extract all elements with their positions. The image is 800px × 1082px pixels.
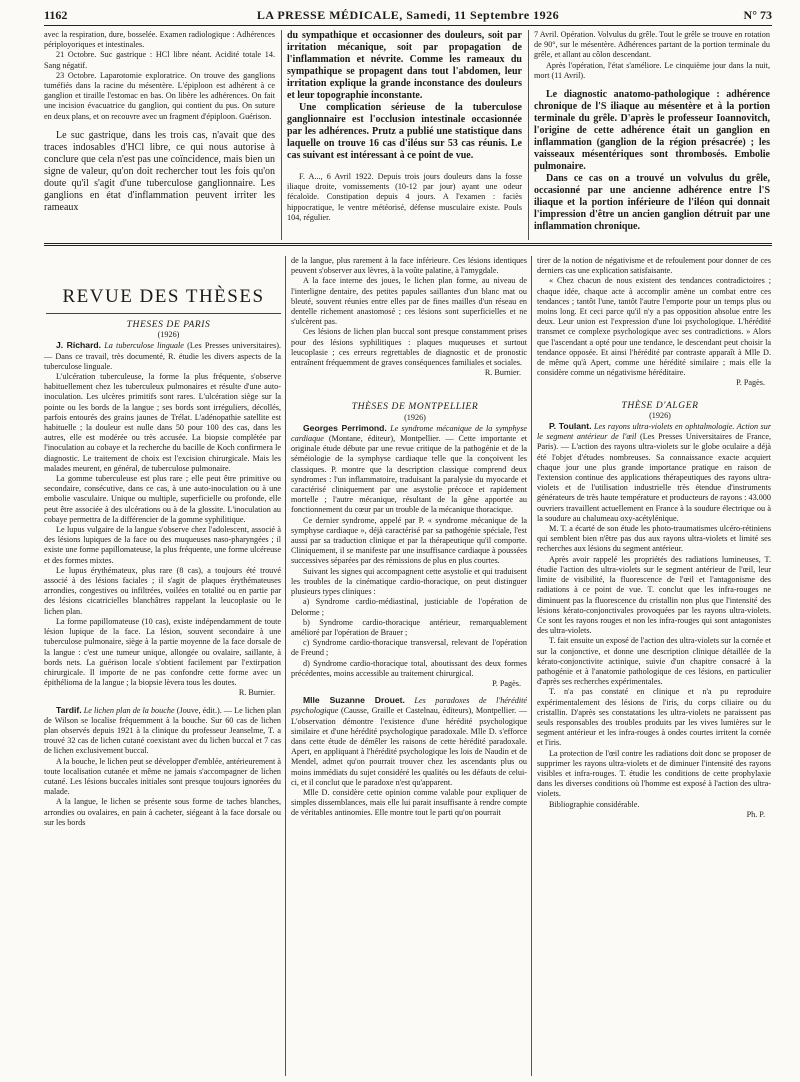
paragraph: « Chez chacun de nous existent des tendances contradictoires ; chaque idée, chaque acte à accomplir amène un combat entre ces tendances ; tantôt l'une, tantôt l'autre l'emporte pour un temps plus ou moins long. Et ceci parce qu'il n'y a pas opposition absolue entre les deux. Leur union est l'expression d'une loi psychologique. L'hérédité transmet ce complexe psychologique avec ses contradictions. » Alors que l'ascendant a opté pour une tendance, le descendant peut choisir la tendance opposée. Et ainsi l'hérédité par contraste apparaît à Mlle D. de même qu'à Apert, comme une hérédité similaire ; mais elle la considère comme un négativisme héréditaire. bbox=[537, 276, 771, 378]
author: P. Toulant. bbox=[549, 421, 592, 432]
thesis-title: La tuberculose linguale bbox=[104, 341, 184, 351]
thesis-title: Les paradoxes de l'hérédité psychologique bbox=[291, 696, 527, 716]
thesis-entry-perrimond bbox=[291, 423, 527, 516]
column-divider bbox=[285, 256, 286, 1076]
signature: R. Burnier. bbox=[484, 368, 521, 378]
header-rule bbox=[44, 25, 772, 26]
thesis-entry-tardif bbox=[44, 705, 281, 757]
thesis-summary: (Montane, éditeur), Montpellier. — Cette importante et originale étude débute par une revue critique de la pathogénie et de la séméiologie de la symphyse cardiaque telle que la conçoivent les classiques. P. montre que la description classique comprend deux syndromes : l'un inflammatoire, traduisant la paralysie du myocarde et caractérisé cliniquement par une asystolie précoce et rapidement mortelle ; l'autre mécanique, résultant de la gêne apportée au fonctionnement du cœur par un trouble de la mécanique thoracique. bbox=[291, 434, 527, 515]
section-year: (1926) bbox=[649, 410, 671, 420]
paragraph: Dans ce cas on a trouvé un volvulus du grêle, occasionné par une ancienne adhérence entre l'S iliaque et la portion inférieure de l'iléon qui donnait l'impression d'être un ancien ganglion détruit par une inflammation chronique. bbox=[534, 173, 770, 233]
page-header bbox=[44, 8, 772, 24]
column-divider bbox=[528, 30, 529, 240]
thesis-summary: (Causse, Graille et Castelnau, éditeurs), Montpellier. — L'observation démontre l'existence d'une hérédité psychologique similaire et d'une hérédité psychologique paradoxale. Mlle D. s'efforce dans cette étude de démêler les raisons de cette hérédité paradoxale. Apert, en appliquant à l'hérédité psychologique les lois de Naudin et de Mendel, admet qu'on pourrait trouver chez les ascendants plus ou moins immédiats du sujet considéré les qualités ou les défauts de celui-ci, et il conclut que le paradoxe n'est qu'apparent. bbox=[291, 706, 527, 787]
thesis-entry-drouet bbox=[291, 695, 527, 788]
thesis-title: Le syndrome mécanique de la symphyse cardiaque bbox=[291, 423, 527, 444]
journal-title: LA PRESSE MÉDICALE, Samedi, 11 Septembre 1926 bbox=[256, 8, 560, 22]
author: Georges Perrimond. bbox=[303, 422, 387, 433]
title-rule bbox=[46, 313, 281, 314]
paragraph: Le lupus érythémateux, plus rare (8 cas), a toujours été trouvé associé à des lésions faciales ; il s'agit de plaques érythémateuses arrondies, congestives ou infiltrées, voilées en totalité ou en partie par des lésions cicatricielles blanchâtres rappelant la leucoplasie ou le lichen plan. bbox=[44, 565, 281, 616]
paragraph: L'ulcération tuberculeuse, la forme la plus fréquente, s'observe habituellement chez les tuberculeux pulmonaires et résulte d'une auto-inoculation. Les ulcères primitifs sont rares. L'ulcération siège sur la pointe ou les bords de la langue ; ses bords sont irréguliers, décollés, parfois entourés des grains jaunes de Trélat. L'adénopathie satellite est habituelle ; la douleur est nulle dans 50 pour 100 des cas, dans les autres, elle est modérée ou très accusée. La biopsie complétée par l'inoculation au cobaye et la recherche du bacille de Koch confirmera le diagnostic. Le traitement de choix est l'excision chirurgicale. Mais les malades meurent, en général, de tuberculose pulmonaire. bbox=[44, 372, 281, 473]
paragraph: Une complication sérieuse de la tuberculose ganglionnaire est l'occlusion intestinale occasionnée par les adhérences. Prutz a publié une statistique dans laquelle on trouve 16 cas d'iléus sur 53 cas réunis. Le cas suivant est intéressant à ce point de vue. bbox=[287, 102, 522, 161]
author: J. Richard. bbox=[56, 340, 102, 351]
paragraph: c) Syndrome cardio-thoracique transversal, relevant de l'opération de Freund ; bbox=[291, 638, 527, 658]
paragraph: 7 Avril. Opération. Volvulus du grêle. Tout le grêle se trouve en rotation de 90°, sur le mésentère. Adhérences partant de la portion terminale du grêle, et allant au côlon descendant. bbox=[534, 30, 770, 60]
paragraph: 23 Octobre. Laparotomie exploratrice. On trouve des ganglions tuméfiés dans la racine du mésentère. L'épiploon est adhérent à ce ganglion et tiraille l'estomac en bas. On libère les adhérences. On fait une incision évacuatrice du ganglion, qui contient du pus. On suture en deux plans, et on recouvre avec un fragment d'épiploon. Guérison. bbox=[44, 70, 275, 121]
paragraph: La forme papillomateuse (10 cas), existe indépendamment de toute lésion lupique de la face. La lésion, souvent secondaire à une tuberculose pulmonaire, siège à la partie moyenne de la face dorsale de la langue : c'est une tumeur unique, allongée ou ovalaire, saillante, à bords nets. La guérison locale s'obtient facilement par l'extirpation chirurgicale. Il importe de ne pas confondre cette forme avec un épithélioma de la langue ; la biopsie lèvera tous les doutes. bbox=[44, 616, 281, 688]
bottom-column-2 bbox=[291, 256, 527, 1076]
paragraph: Ces lésions de lichen plan buccal sont presque constamment prises pour des lésions syphilitiques : plaques muqueuses et surtout leucoplasie ; ces erreurs regrettables de diagnostic et de pronostic entraînent fréquemment de graves conséquences familiales et sociales. bbox=[291, 327, 527, 368]
paragraph: tirer de la notion de négativisme et de refoulement pour donner de ces derniers cas une explication satisfaisante. bbox=[537, 256, 771, 276]
paragraph: T. n'a pas constaté en clinique et n'a pu reproduire expérimentalement des lésions de l'iris, du corps ciliaire ou du cristallin. D'après ses constatations les ultra-violets ne paraissent pas seuls responsables des troubles produits par les vives lumières sur le segment antérieur et les infra-rouges à ondes courtes irritent la cornée et l'iris. bbox=[537, 687, 771, 748]
paragraph: de la langue, plus rarement à la face inférieure. Ces lésions identiques peuvent s'observer aux lèvres, à la voûte palatine, à l'amygdale. bbox=[291, 256, 527, 276]
section-year: (1926) bbox=[157, 330, 180, 340]
thesis-entry-richard bbox=[44, 340, 281, 372]
paragraph: d) Syndrome cardio-thoracique total, aboutissant des deux formes précédentes, moins accessible au traitement chirurgical. bbox=[291, 658, 527, 678]
author: Mlle Suzanne Drouet. bbox=[303, 695, 405, 706]
column-divider bbox=[281, 30, 282, 240]
section-heading-montpellier: THÈSES DE MONTPELLIER bbox=[351, 402, 479, 413]
paragraph: La gomme tuberculeuse est plus rare ; elle peut être primitive ou secondaire, consécutive, dans ce cas, à une auto-inoculation ou à une embolie vasculaire. Unique ou multiple, superficielle ou profonde, elle peut être associée à des ulcérations ou à de la glossite. L'inoculation au cobaye permettra de la différencier de la gomme syphilitique. bbox=[44, 474, 281, 524]
author: Tardif. bbox=[56, 704, 82, 715]
paragraph: Le lupus vulgaire de la langue s'observe chez l'adolescent, associé à des lésions lupiques de la face ou des muqueuses naso-pharyngées ; il existe une forme papillomateuse, la plus fréquente, une forme ulcéreuse et des formes mixtes. bbox=[44, 525, 281, 565]
paragraph: du sympathique et occasionner des douleurs, soit par irritation mécanique, soit par propagation de l'inflammation et névrite. Comme les rameaux du sympathique se propagent dans tout l'abdomen, leur irritation explique la grande inconstance des douleurs et leur topographie inconstante. bbox=[287, 30, 522, 101]
issue-number: N° 73 bbox=[743, 8, 772, 22]
paragraph: Ce dernier syndrome, appelé par P. « syndrome mécanique de la symphyse cardiaque », déjà caractérisé par sa pathogénie spéciale, l'est aussi par sa traduction clinique et par la thérapeutique qu'il comporte. Cliniquement, il se manifeste par une insuffisance cardiaque à poussées successives séparées par des rémissions de plus en plus courtes. bbox=[291, 515, 527, 566]
paragraph: Mlle D. considère cette opinion comme valable pour expliquer de simples dissemblances, mais elle lui parait insuffisante à rendre compte de véritables antinomies. Elle montre tout le parti qu'on pourrait bbox=[291, 787, 527, 818]
top-column-2 bbox=[287, 30, 522, 240]
bottom-column-1 bbox=[44, 320, 281, 1080]
thesis-summary: (Les Presses universitaires). — Dans ce travail, très documenté, R. étudie les divers aspects de la tuberculose linguale. bbox=[44, 341, 281, 371]
thesis-summary: (Les Presses Universitaires de France, Paris). — L'action des rayons ultra-violets sur le globe oculaire a déjà été l'objet d'études nombreuses. Sa connaissance exacte acquiert chaque jour une plus grande importance pratique en raison de l'extension continue des applications thérapeutiques des rayons ultra-violets et de l'utilisation industrielle très étendue d'instruments générateurs de très haute température et producteurs de rayons : 43.000 ouvriers travaillent actuellement en France à la soudure électrique ou à la soudure au chalumeau oxy-acétylénique. bbox=[537, 432, 771, 523]
paragraph: Le diagnostic anatomo-pathologique : adhérence chronique de l'S iliaque au mésentère et à la portion terminale du grêle. D'après le professeur Ioannovitch, l'origine de cette adhérence était un ganglion en inflammation (ganglion de la région présacrée) ; les vaisseaux mésentériques sont thrombosés. Embolie pulmonaire. bbox=[534, 89, 770, 173]
paragraph: Bibliographie considérable. bbox=[549, 799, 640, 809]
top-column-3 bbox=[534, 30, 770, 240]
page-number: 1162 bbox=[44, 8, 68, 22]
section-year: (1926) bbox=[404, 412, 426, 422]
signature: R. Burnier. bbox=[238, 688, 275, 698]
signature: Ph. P. bbox=[746, 809, 765, 819]
paragraph: a) Syndrome cardio-médiastinal, justiciable de l'opération de Delorme ; bbox=[291, 597, 527, 617]
thesis-title: Les rayons ultra-violets en ophtalmologie. Action sur le segment antérieur de l'œil bbox=[537, 422, 771, 442]
bottom-column-3 bbox=[537, 256, 771, 1076]
section-title: REVUE DES THÈSES bbox=[62, 286, 265, 307]
paragraph: b) Syndrome cardio-thoracique antérieur, remarquablement amélioré par l'opération de Brauer ; bbox=[291, 617, 527, 637]
section-heading-alger: THÈSE D'ALGER bbox=[621, 400, 699, 411]
paragraph: F. A..., 6 Avril 1922. Depuis trois jours douleurs dans la fosse iliaque droite, vomissements (10-12 par jour) ayant une odeur fécaloïde. Constipation depuis 4 jours. A l'examen : faciès hippocratique, le ventre météorisé, défense musculaire existe. Pouls 104, régulier. bbox=[287, 172, 522, 222]
top-column-1 bbox=[44, 30, 275, 240]
paragraph: A la langue, le lichen se présente sous forme de taches blanches, arrondies ou ovalaires, en pain à cacheter, siégeant à la face dorsale ou sur les bords bbox=[44, 797, 281, 827]
paragraph: Suivant les signes qui accompagnent cette asystolie et qui traduisent les troubles de la cinématique cardio-thoracique, on peut distinguer plusieurs types cliniques : bbox=[291, 566, 527, 597]
thesis-title: Le lichen plan de la bouche bbox=[83, 705, 175, 715]
thesis-summary: (Jouve, édit.). — Le lichen plan de Wilson se localise fréquemment à la bouche. Sur 60 cas de lichen plan observés depuis 1921 à la clinique du professeur Jeanselme, T. a trouvé 32 cas de lichen cutané coexistant avec du lichen buccal et 7 cas de lichen exclusivement buccal. bbox=[44, 705, 281, 756]
paragraph: Le suc gastrique, dans les trois cas, n'avait que des traces indosables d'HCl libre, ce qui nous autorise à conclure que cela n'est pas une coïncidence, mais bien un signe de valeur, qu'on doit rechercher tout les fois qu'on doute qu'il s'agit d'une tuberculose ganglionnaire. Les ganglions en état d'inflammation peuvent irriter les rameaux bbox=[44, 129, 275, 213]
paragraph: T. fait ensuite un exposé de l'action des ultra-violets sur la cornée et sur la conjonctive, et donne une description clinique détaillée de la kérato-conjonctivite actinique, suivie d'un chapitre consacré à la pathogénie et à l'anatomie pathologique de ces lésions, en particulier d'après ses recherches expérimentales. bbox=[537, 636, 771, 687]
signature: P. Pagès. bbox=[736, 378, 765, 388]
column-divider bbox=[531, 256, 532, 1076]
paragraph: A la bouche, le lichen peut se développer d'emblée, antérieurement à toute localisation cutanée et même ne jamais s'accompagner de lichen cutané. Les lésions buccales initiales sont presque toujours ignorées du malade. bbox=[44, 756, 281, 797]
section-heading-paris: THÈSES DE PARIS bbox=[126, 320, 211, 330]
paragraph: M. T. a écarté de son étude les photo-traumatismes ulcéro-rétiniens qui semblent bien n'être pas dus aux rayons ultra-violets et limité ses recherches aux lésions du segment antérieur. bbox=[537, 524, 771, 554]
paragraph: 21 Octobre. Suc gastrique : HCl libre néant. Acidité totale 14. Sang négatif. bbox=[44, 50, 275, 70]
section-divider bbox=[44, 243, 772, 246]
paragraph: A la face interne des joues, le lichen plan forme, au niveau de l'interligne dentaire, des petites papules saillantes d'un blanc mat ou bleuté, souvent réunies entre elles par de fines mailles d'un réseau en dentelle richement anastomosé ; ces lésions sont superficielles et ne s'ulcèrent pas. bbox=[291, 276, 527, 327]
paragraph: Après avoir rappelé les propriétés des radiations lumineuses, T. étudie l'action des ultra-violets sur le segment antérieur de l'œil, leur limite de visibilité, la fluorescence de l'œil et l'antagonisme des radiations à ce point de vue. T. conclut que les infra-rouges ne diminuent pas la fluorescence du cristallin non plus que l'intensité des lésions kérato-conjonctivales provoquées par les rayons ultra-violets. Ce sont les rayons rouges et non les infra-rouges qui sont antagonistes des ultra-violets. bbox=[537, 554, 771, 636]
paragraph: avec la respiration, dure, bosselée. Examen radiologique : Adhérences périployoriques et intestinales. bbox=[44, 30, 275, 50]
paragraph: Après l'opération, l'état s'améliore. Le cinquième jour dans la nuit, mort (11 Avril). bbox=[534, 60, 770, 80]
paragraph: La protection de l'œil contre les radiations doit donc se proposer de supprimer les rayons ultra-violets et de diminuer l'intensité des rayons visibles et infra-rouges. T. étudie les conditions de cette prophylaxie dans les diverses conditions où l'homme est exposé à l'action des ultra-violets. bbox=[537, 748, 771, 799]
signature: P. Pagès. bbox=[492, 678, 521, 688]
thesis-entry-toulant bbox=[537, 421, 771, 524]
